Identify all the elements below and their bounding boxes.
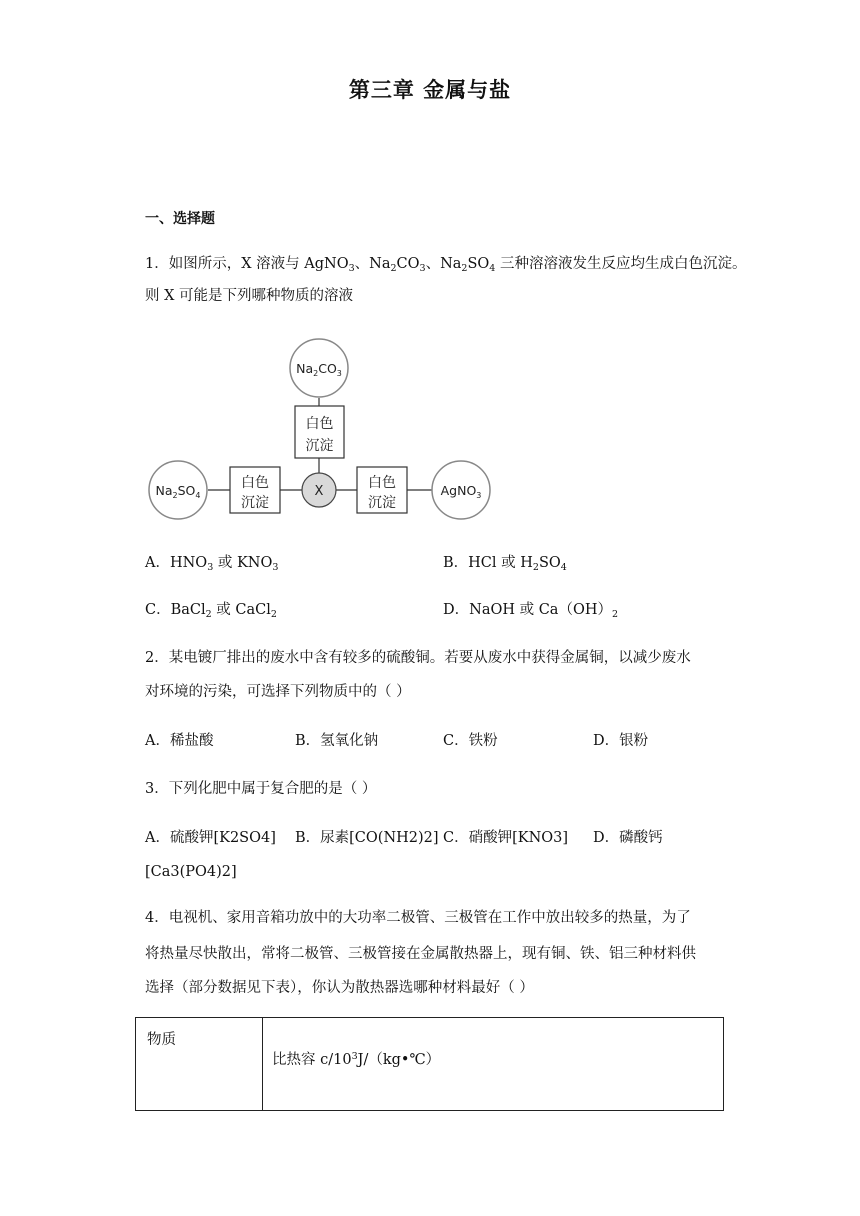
- q1-option-d: D．NaOH 或 $Ca(OH)_2$: [443, 602, 619, 620]
- precipitate-box-top-line1: 白色: [305, 416, 334, 432]
- q1-reaction-diagram: [140, 330, 500, 530]
- table-header-specific-heat: 比热容 $c/10^3J/(kg•℃)$: [272, 1051, 441, 1068]
- agno3-label: AgNO$_3$: [440, 483, 482, 500]
- na2so4-label: $Na_2SO_4$: [155, 483, 201, 500]
- q1-option-a: A．$HNO_3$ 或 $KNO_3$: [145, 555, 279, 573]
- q3-option-a: A．硫酸钾[K2SO4]: [145, 830, 276, 846]
- q1-stem-line2: 则 X 可能是下列哪种物质的溶液: [145, 288, 354, 304]
- na2co3-label: $Na_2CO_3$: [296, 361, 342, 378]
- q3-option-b: B．尿素[CO(NH2)2]: [295, 830, 439, 846]
- q2-option-c: C．铁粉: [443, 733, 498, 749]
- q3-option-d: D．磷酸钙: [593, 830, 663, 846]
- q3-stem: 3．下列化肥中属于复合肥的是（ ）: [145, 781, 377, 797]
- q2-option-a: A．稀盐酸: [145, 733, 214, 749]
- q3-option-d-continued: [Ca3(PO4)2]: [145, 864, 237, 880]
- precipitate-box-left-line2: 沉淀: [241, 495, 269, 511]
- precipitate-box-top-line2: 沉淀: [305, 438, 334, 454]
- q4-stem-line2: 将热量尽快散出，常将二极管、三极管接在金属散热器上，现有铜、铁、铝三种材料供: [145, 946, 696, 962]
- q1-stem-line1: 1．如图所示，X 溶液与 AgNO$_3$、$Na_2CO_3$、$Na_2SO_4$ 三种溶溶液发生反应均生成白色沉淀。: [145, 256, 747, 274]
- q4-stem-line1: 4．电视机、家用音箱功放中的大功率二极管、三极管在工作中放出较多的热量，为了: [145, 910, 691, 926]
- table-column-divider: [262, 1018, 263, 1110]
- q2-option-d: D．银粉: [593, 733, 649, 749]
- q1-option-b: B．HCl 或 $H_2SO_4$: [443, 555, 567, 573]
- q4-stem-line3: 选择（部分数据见下表），你认为散热器选哪种材料最好（ ）: [145, 980, 534, 996]
- x-label: X: [314, 484, 324, 499]
- section-heading: 一、选择题: [145, 211, 215, 227]
- page-title: 第三章 金属与盐: [348, 78, 512, 102]
- table-header-substance: 物质: [147, 1032, 176, 1048]
- q2-stem-line1: 2．某电镀厂排出的废水中含有较多的硫酸铜。若要从废水中获得金属铜，以减少废水: [145, 650, 691, 666]
- precipitate-box-left-line1: 白色: [241, 475, 269, 491]
- q1-option-c: C．BaCl$_2$ 或 CaCl$_2$: [145, 602, 277, 620]
- q2-stem-line2: 对环境的污染，可选择下列物质中的（ ）: [145, 684, 411, 700]
- q2-option-b: B．氢氧化钠: [295, 733, 379, 749]
- q3-option-c: C．硝酸钾[KNO3]: [443, 830, 569, 846]
- precipitate-box-right-line2: 沉淀: [368, 495, 396, 511]
- q4-data-table: [135, 1017, 724, 1111]
- precipitate-box-right-line1: 白色: [368, 475, 396, 491]
